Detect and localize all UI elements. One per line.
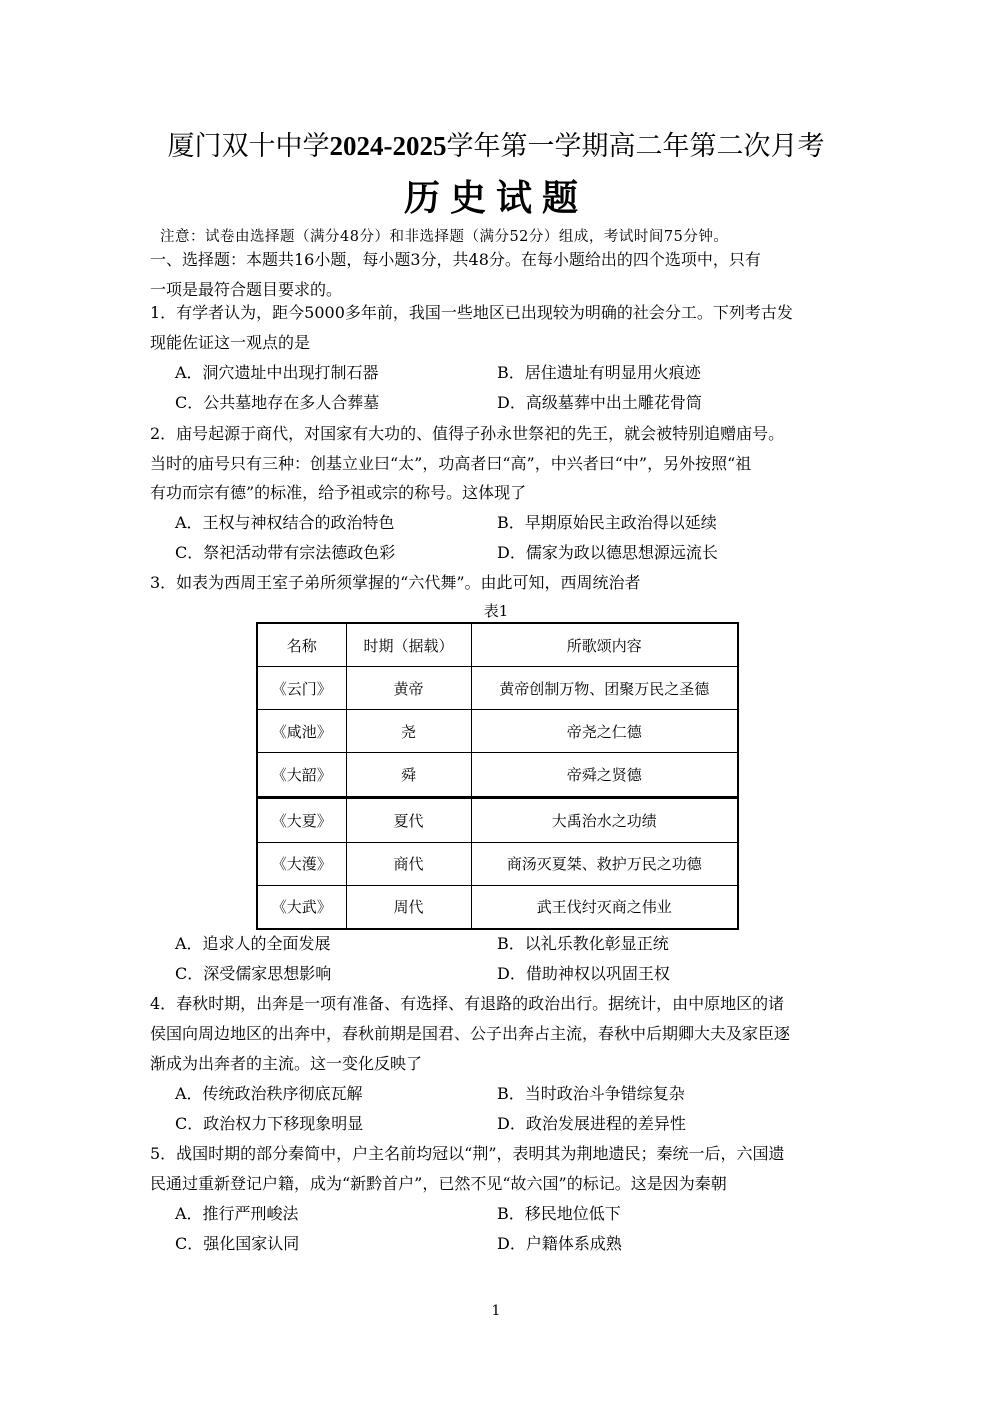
question-3-option-b: B．以礼乐教化彰显正统 (497, 934, 669, 953)
school-name: 厦门双十中学 (167, 131, 330, 162)
table-cell: 《大韶》 (257, 753, 346, 798)
question-5-option-c: C．强化国家认同 (175, 1234, 300, 1253)
subject-title: 历史试题 (403, 177, 588, 219)
table-cell: 帝舜之贤德 (471, 753, 738, 798)
question-4-stem-line1: 4．春秋时期，出奔是一项有准备、有选择、有退路的政治出行。据统计，由中原地区的诸 (150, 994, 785, 1013)
table-caption: 表1 (483, 602, 509, 620)
table-cell: 《大夏》 (257, 797, 346, 842)
question-1-option-b: B．居住遗址有明显用火痕迹 (497, 363, 701, 382)
table-cell: 《大濩》 (257, 842, 346, 885)
school-year: 2024-2025 (329, 131, 447, 161)
question-5-option-a: A．推行严刑峻法 (175, 1204, 299, 1223)
page-number: 1 (491, 1303, 501, 1319)
exam-title (0, 128, 992, 165)
table-cell: 《大武》 (257, 885, 346, 929)
question-5-stem-line1: 5．战国时期的部分秦简中，户主名前均冠以“荆”，表明其为荆地遗民；秦统一后，六国遗 (150, 1144, 785, 1163)
question-4-option-b: B．当时政治斗争错综复杂 (497, 1084, 685, 1103)
section-instructions-line2: 一项是最符合题目要求的。 (150, 280, 343, 299)
table-header-cell: 所歌颂内容 (471, 623, 738, 667)
question-1-option-c: C．公共墓地存在多人合葬墓 (175, 393, 380, 412)
table-cell: 武王伐纣灭商之伟业 (471, 885, 738, 929)
table-cell: 夏代 (346, 797, 471, 842)
table-row (257, 667, 738, 710)
table-cell: 舜 (346, 753, 471, 798)
table-header-cell: 名称 (257, 623, 346, 667)
question-3-stem-line1: 3．如表为西周王室子弟所须掌握的“六代舞”。由此可知，西周统治者 (150, 573, 641, 592)
table-cell: 尧 (346, 710, 471, 753)
table-cell: 黄帝创制万物、团聚万民之圣德 (471, 667, 738, 710)
table-cell: 《咸池》 (257, 710, 346, 753)
question-4-option-d: D．政治发展进程的差异性 (497, 1114, 686, 1133)
question-5-option-d: D．户籍体系成熟 (497, 1234, 622, 1253)
table-row (257, 753, 738, 798)
table-cell: 周代 (346, 885, 471, 929)
table-cell: 商汤灭夏桀、救护万民之功德 (471, 842, 738, 885)
exam-notice: 注意：试卷由选择题（满分48分）和非选择题（满分52分）组成，考试时间75分钟。 (160, 229, 729, 245)
question-4-stem-line2: 侯国向周边地区的出奔中，春秋前期是国君、公子出奔占主流，春秋中后期卿大夫及家臣逐 (150, 1024, 791, 1043)
table-header-row (257, 623, 738, 667)
question-3-option-d: D．借助神权以巩固王权 (497, 964, 670, 983)
question-2-option-b: B．早期原始民主政治得以延续 (497, 513, 717, 532)
question-2-option-a: A．王权与神权结合的政治特色 (175, 513, 395, 532)
six-dances-table (256, 622, 739, 930)
table-row (257, 710, 738, 753)
question-3-option-a: A．追求人的全面发展 (175, 934, 331, 953)
question-1-stem-line2: 现能佐证这一观点的是 (150, 333, 311, 352)
question-4-option-a: A．传统政治秩序彻底瓦解 (175, 1084, 363, 1103)
question-4-stem-line3: 渐成为出奔者的主流。这一变化反映了 (150, 1054, 423, 1073)
table-cell: 商代 (346, 842, 471, 885)
question-4-option-c: C．政治权力下移现象明显 (175, 1114, 364, 1133)
table-cell: 帝尧之仁德 (471, 710, 738, 753)
question-1-stem-line1: 1．有学者认为，距今5000多年前，我国一些地区已出现较为明确的社会分工。下列考古发 (150, 303, 793, 322)
question-2-stem-line3: 有功而宗有德”的标准，给予祖或宗的称号。这体现了 (150, 483, 527, 502)
question-2-stem-line1: 2．庙号起源于商代，对国家有大功的、值得子孙永世祭祀的先王，就会被特别追赠庙号。 (150, 424, 785, 443)
table-cell: 黄帝 (346, 667, 471, 710)
table-cell: 大禹治水之功绩 (471, 797, 738, 842)
question-3-option-c: C．深受儒家思想影响 (175, 964, 332, 983)
question-2-option-d: D．儒家为政以德思想源远流长 (497, 543, 718, 562)
question-5-option-b: B．移民地位低下 (497, 1204, 621, 1223)
table-row (257, 842, 738, 885)
question-5-stem-line2: 民通过重新登记户籍，成为“新黔首户”，已然不见“故六国”的标记。这是因为秦朝 (150, 1174, 727, 1193)
table-row (257, 797, 738, 842)
question-1-option-a: A．洞穴遗址中出现打制石器 (175, 363, 379, 382)
exam-term: 学年第一学期高二年第二次月考 (446, 131, 825, 162)
table-row (257, 885, 738, 929)
section-instructions-line1: 一、选择题：本题共16小题，每小题3分，共48分。在每小题给出的四个选项中，只有 (150, 250, 761, 269)
question-2-option-c: C．祭祀活动带有宗法德政色彩 (175, 543, 396, 562)
question-2-stem-line2: 当时的庙号只有三种：创基立业曰“太”，功高者曰“高”，中兴者曰“中”，另外按照“祖 (150, 454, 752, 473)
table-cell: 《云门》 (257, 667, 346, 710)
table-header-cell: 时期（据载） (346, 623, 471, 667)
question-1-option-d: D．高级墓葬中出土雕花骨筒 (497, 393, 702, 412)
